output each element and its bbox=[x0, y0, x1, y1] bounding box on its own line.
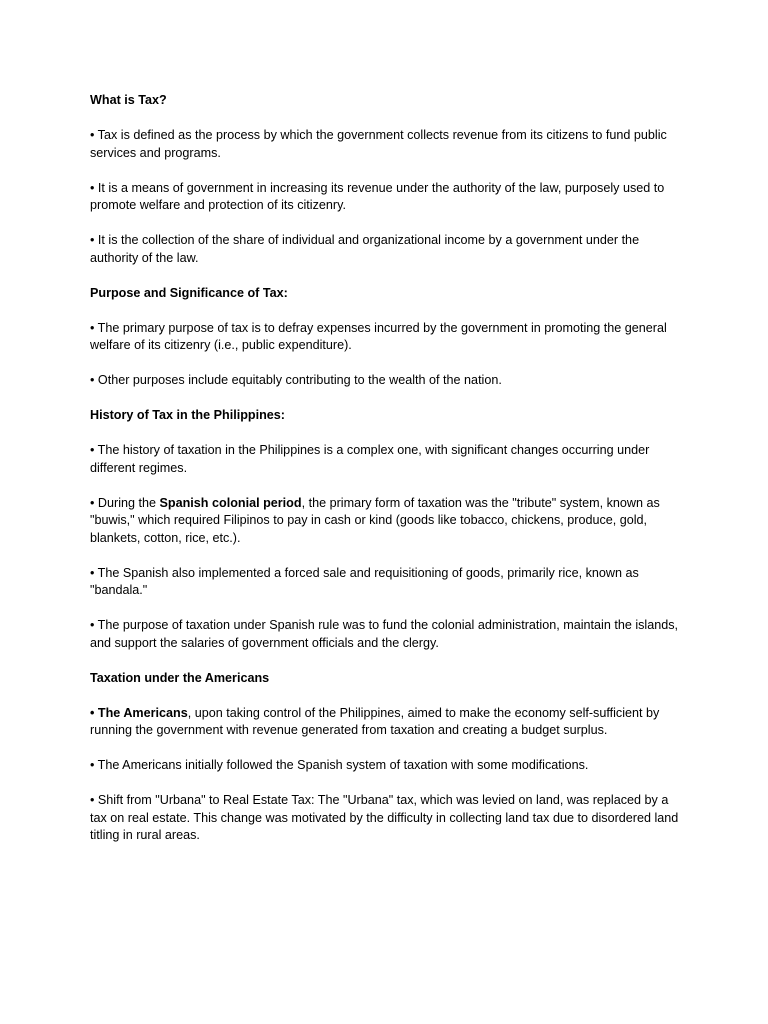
text-spanish-prefix: • During the bbox=[90, 495, 160, 510]
paragraph-primary-purpose: • The primary purpose of tax is to defray expenses incurred by the government in promoting the general welfare of its citizenry (i.e., public expenditure). bbox=[90, 320, 667, 352]
heading-americans: Taxation under the Americans bbox=[90, 670, 270, 685]
paragraph-history-complex: • The history of taxation in the Philippines is a complex one, with significant changes occurring under different regimes. bbox=[90, 443, 650, 475]
paragraph-americans-followed: • The Americans initially followed the Spanish system of taxation with some modifications. bbox=[90, 758, 589, 772]
text-spanish-suffix: , the primary form of taxation was the "tribute" system, known as "buwis," which required Filipinos to pay in cash or kind (goods like tobacco, chickens, produce, gold, blankets, cotton, rice, etc.). bbox=[90, 495, 660, 545]
paragraph-spanish-tribute bbox=[90, 495, 680, 548]
paragraph-other-purposes: • Other purposes include equitably contributing to the wealth of the nation. bbox=[90, 373, 502, 387]
paragraph-spanish-purpose: • The purpose of taxation under Spanish rule was to fund the colonial administration, maintain the islands, and support the salaries of government officials and the clergy. bbox=[90, 618, 679, 650]
paragraph-tax-collection: • It is the collection of the share of individual and organizational income by a government under the authority of the law. bbox=[90, 233, 640, 265]
paragraph-bandala: • The Spanish also implemented a forced sale and requisitioning of goods, primarily rice, known as "bandala." bbox=[90, 565, 639, 597]
document-body bbox=[90, 92, 680, 862]
text-americans-suffix: , upon taking control of the Philippines, aimed to make the economy self-sufficient by running the government with revenue generated from taxation and creating a budget surplus. bbox=[90, 705, 660, 737]
text-the-americans: • The Americans bbox=[90, 705, 188, 720]
paragraph-urbana-shift: • Shift from "Urbana" to Real Estate Tax: The "Urbana" tax, which was levied on land, was replaced by a tax on real estate. This change was motivated by the difficulty in collecting land tax due to disordered land titling in rural areas. bbox=[90, 793, 679, 842]
paragraph-tax-definition: • Tax is defined as the process by which the government collects revenue from its citizens to fund public services and programs. bbox=[90, 128, 667, 160]
paragraph-americans-control bbox=[90, 705, 680, 740]
paragraph-tax-means: • It is a means of government in increasing its revenue under the authority of the law, purposely used to promote welfare and protection of its citizenry. bbox=[90, 180, 665, 212]
heading-history: History of Tax in the Philippines: bbox=[90, 408, 285, 422]
heading-what-is-tax: What is Tax? bbox=[90, 93, 167, 107]
heading-purpose: Purpose and Significance of Tax: bbox=[90, 285, 288, 300]
text-spanish-colonial-period: Spanish colonial period bbox=[159, 495, 302, 510]
